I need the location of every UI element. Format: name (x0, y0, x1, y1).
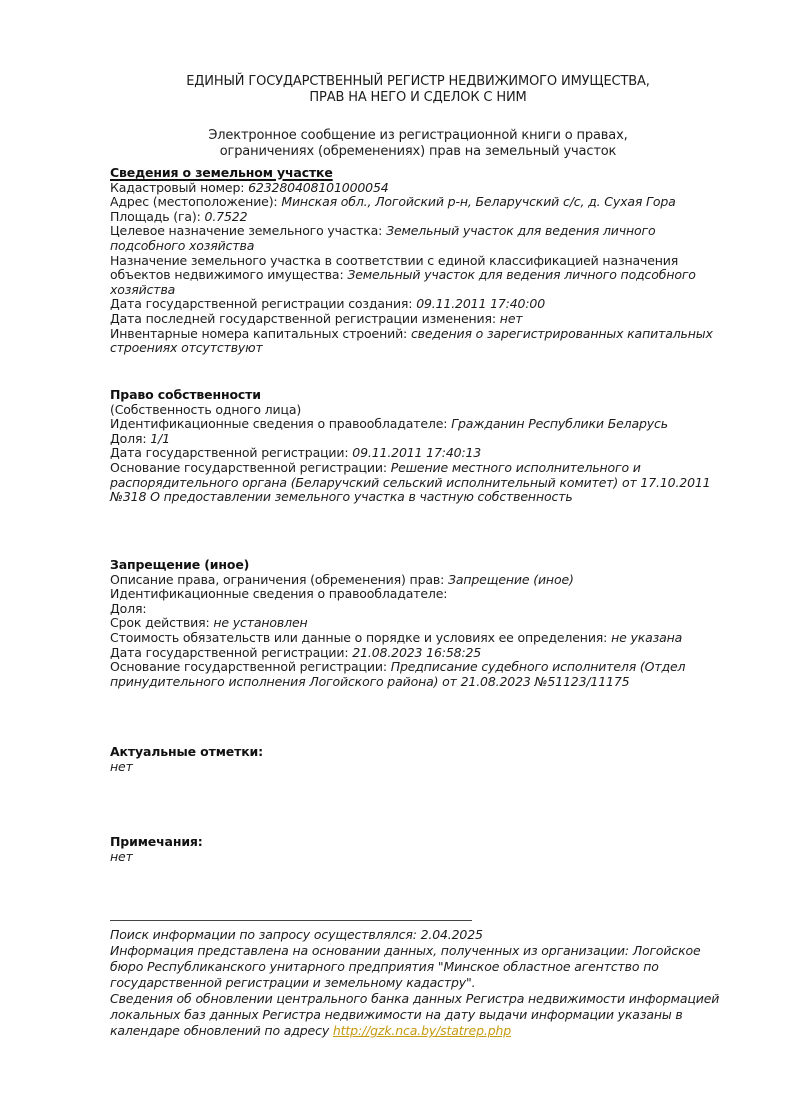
field-rightholder-info: Идентификационные сведения о правообладателе: Гражданин Республики Беларусь (110, 416, 668, 432)
current-marks-value: нет (110, 758, 133, 774)
field-registration-basis: Основание государственной регистрации: Решение местного исполнительного и распорядительного органа (Беларучский сельский исполнительный комитет) от 17.10.2011 №318 О предоставлении земельного участка в частную собственность (110, 459, 711, 505)
section-heading-current-marks: Актуальные отметки: (110, 744, 263, 759)
document-header (110, 74, 726, 160)
registry-title-line1: ЕДИНЫЙ ГОСУДАРСТВЕННЫЙ РЕГИСТР НЕДВИЖИМОГО ИМУЩЕСТВА, (186, 74, 650, 89)
section-heading-notes: Примечания: (110, 834, 203, 849)
section-heading-prohibition: Запрещение (иное) (110, 557, 250, 572)
section-ownership (110, 388, 726, 505)
field-validity-period: Срок действия: не установлен (110, 615, 308, 631)
ownership-type: (Собственность одного лица) (110, 401, 302, 417)
footer-update-info (110, 991, 726, 1039)
field-classification-purpose: Назначение земельного участка в соответствии с единой классификацией назначения объектов недвижимого имущества: Земельный участок для ведения личного подсобного хозяйства (110, 252, 696, 297)
footer-search-date: Поиск информации по запросу осуществлялся: 2.04.2025 (110, 927, 483, 942)
section-notes (110, 835, 726, 864)
field-inventory-numbers: Инвентарные номера капитальных строений: сведения о зарегистрированных капитальных строениях отсутствуют (110, 325, 713, 356)
section-land-plot (110, 166, 726, 356)
field-registration-date-created: Дата государственной регистрации создания: 09.11.2011 17:40:00 (110, 296, 546, 312)
separator-line (110, 920, 472, 921)
document-subtitle-line2: ограничениях (обременениях) прав на земельный участок (219, 144, 617, 159)
section-heading-ownership: Право собственности (110, 387, 261, 402)
field-registration-date-changed: Дата последней государственной регистрации изменения: нет (110, 310, 523, 326)
footer-update-info-text: Сведения об обновлении центрального банка данных Регистра недвижимости информацией локальных баз данных Регистра недвижимости на дату выдачи информации указаны в календаре обновлений по адресу (110, 991, 720, 1038)
document-footer (110, 920, 726, 1039)
field-right-description: Описание права, ограничения (обременения) прав: Запрещение (иное) (110, 571, 574, 587)
field-registration-date: Дата государственной регистрации: 21.08.2023 16:58:25 (110, 644, 482, 660)
field-share: Доля: (110, 600, 147, 616)
field-address: Адрес (местоположение): Минская обл., Логойский р-н, Беларучский с/с, д. Сухая Гора (110, 194, 676, 210)
field-designated-purpose: Целевое назначение земельного участка: Земельный участок для ведения личного подсобного хозяйства (110, 223, 656, 253)
update-calendar-link[interactable]: http://gzk.nca.by/statrep.php (332, 1023, 512, 1038)
field-share: Доля: 1/1 (110, 430, 170, 446)
notes-value: нет (110, 848, 133, 864)
field-rightholder-info: Идентификационные сведения о правообладателе: (110, 586, 448, 602)
footer-source-organization: Информация представлена на основании данных, полученных из организации: Логойское бюро Республиканского унитарного предприятия "Минское областное агентство по государственной регистрации и земельному кадастру". (110, 943, 701, 990)
document-subtitle (110, 128, 726, 160)
section-heading-land-plot: Сведения о земельном участке (110, 165, 333, 180)
section-current-marks (110, 745, 726, 774)
registry-title (110, 74, 726, 106)
field-area: Площадь (га): 0.7522 (110, 208, 248, 224)
field-obligations-value: Стоимость обязательств или данные о порядке и условиях ее определения: не указана (110, 629, 683, 645)
field-registration-basis: Основание государственной регистрации: Предписание судебного исполнителя (Отдел принудительного исполнения Логойского района) от 21.08.2023 №51123/11175 (110, 659, 686, 689)
document-subtitle-line1: Электронное сообщение из регистрационной книги о правах, (208, 128, 628, 143)
section-prohibition (110, 558, 726, 689)
field-cadastral-number: Кадастровый номер: 623280408101000054 (110, 179, 389, 195)
registry-title-line2: ПРАВ НА НЕГО И СДЕЛОК С НИМ (309, 90, 527, 105)
field-registration-date: Дата государственной регистрации: 09.11.2011 17:40:13 (110, 445, 482, 461)
